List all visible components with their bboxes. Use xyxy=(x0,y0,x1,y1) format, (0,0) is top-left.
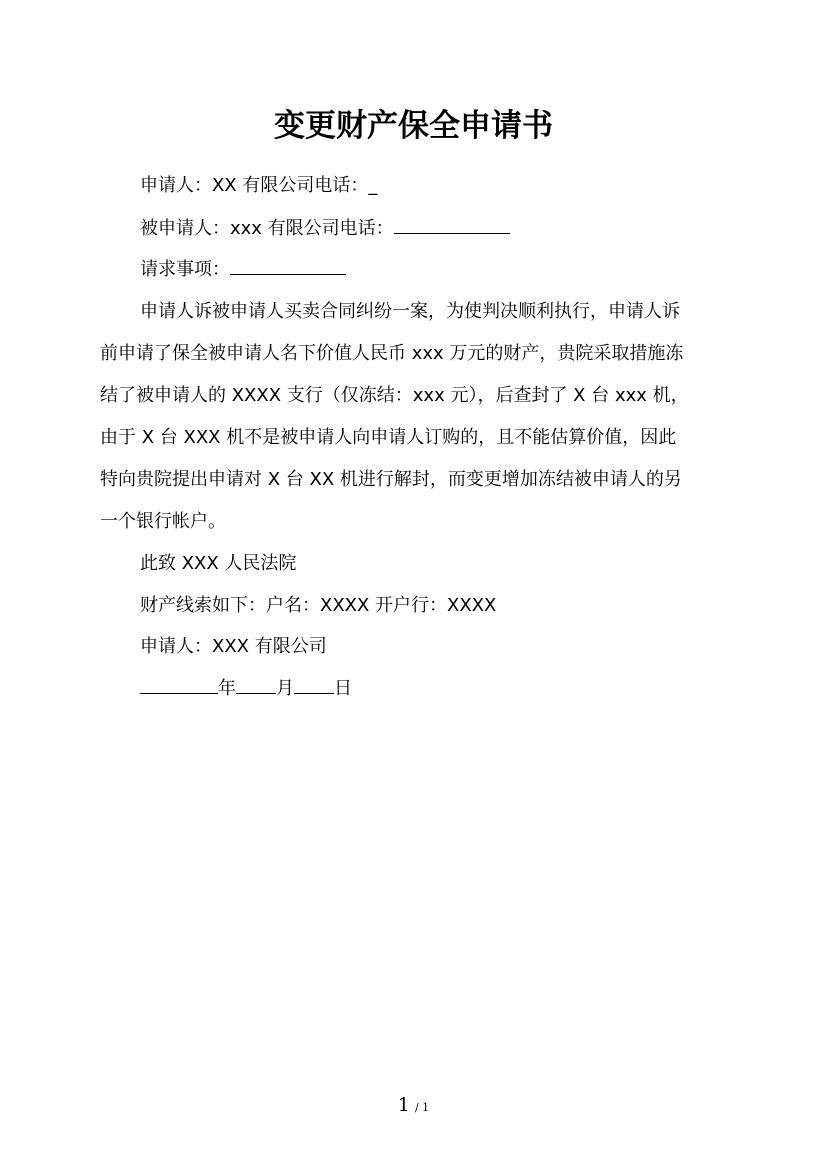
body-row: 前申请了保全被申请人名下价值人民币 xxx 万元的财产，贵院采取措施冻 xyxy=(100,343,684,364)
page-number xyxy=(0,1094,827,1116)
month-label: 月 xyxy=(276,678,294,699)
year-blank xyxy=(140,673,218,694)
applicant-label: 申请人：XX 有限公司电话： xyxy=(140,175,369,196)
body-row: 结了被申请人的 XXXX 支行（仅冻结：xxx 元），后查封了 X 台 xxx 机， xyxy=(100,385,689,406)
date-line xyxy=(100,668,780,710)
body-row: 申请人诉被申请人买卖合同纠纷一案，为使判决顺利执行，申请人诉 xyxy=(140,301,680,322)
current-page: 1 xyxy=(397,1094,410,1116)
property-clue-line: 财产线索如下：户名：XXXX 开户行：XXXX xyxy=(140,595,497,616)
body-row: 特向贵院提出申请对 X 台 XX 机进行解封，而变更增加冻结被申请人的另 xyxy=(100,469,682,490)
respondent-phone-blank xyxy=(394,213,510,234)
month-blank xyxy=(236,673,276,694)
signature-line: 申请人：XXX 有限公司 xyxy=(140,636,327,657)
applicant-phone-blank: _ xyxy=(368,175,378,196)
respondent-line xyxy=(100,208,780,250)
total-pages: / 1 xyxy=(414,1101,430,1114)
year-label: 年 xyxy=(218,678,236,699)
request-line xyxy=(100,249,780,291)
request-blank xyxy=(230,254,346,275)
document-title: 变更财产保全申请书 xyxy=(274,108,553,144)
body-row: 一个银行帐户。 xyxy=(100,511,226,532)
addressee-line: 此致 XXX 人民法院 xyxy=(140,553,297,574)
request-label: 请求事项： xyxy=(140,259,230,280)
applicant-line xyxy=(100,165,780,207)
day-label: 日 xyxy=(334,678,352,699)
body-paragraph xyxy=(100,291,730,543)
respondent-label: 被申请人：xxx 有限公司电话： xyxy=(140,218,394,239)
body-row: 由于 X 台 XXX 机不是被申请人向申请人订购的，且不能估算价值，因此 xyxy=(100,427,677,448)
day-blank xyxy=(294,673,334,694)
